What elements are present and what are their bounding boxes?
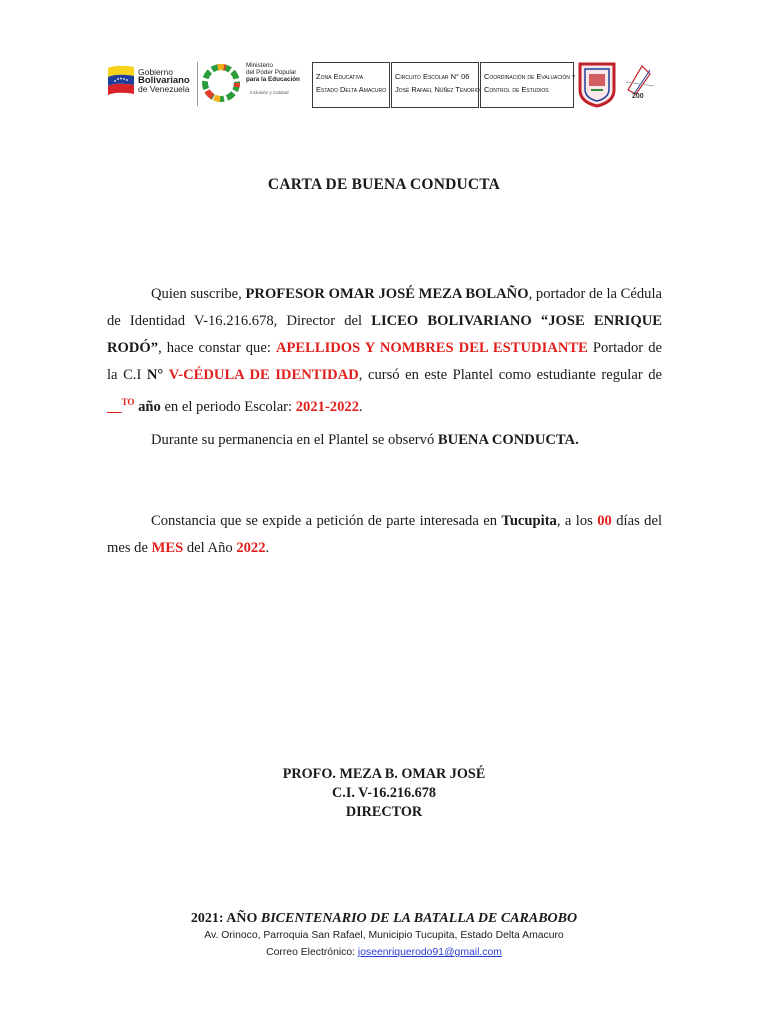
conduct-value: BUENA CONDUCTA. <box>437 432 579 448</box>
school-name: LICEO BOLIVARIANO “JOSE ENRIQUE RODÓ” <box>107 313 662 356</box>
gobierno-line3: de Venezuela <box>138 84 190 94</box>
p3-text-1: Constancia que se expide a petición de parte interesada en <box>151 513 502 529</box>
p3-text-4: del Año <box>183 540 237 556</box>
school-period: 2021-2022 <box>295 398 359 415</box>
box1-line1: Zona Educativa <box>316 72 364 81</box>
p1-text-3: , hace constar que: <box>158 340 276 356</box>
gobierno-logo-text <box>138 68 190 93</box>
coordinacion-box <box>480 62 574 108</box>
email-link[interactable]: joseenriquerodo91@gmail.com <box>357 947 502 958</box>
ministerio-line2: del Poder Popular <box>246 69 297 76</box>
paragraph-certification <box>107 281 662 421</box>
footer-year-motto: BICENTENARIO DE LA BATALLA DE CARABOBO <box>260 911 578 926</box>
venezuela-flag-logo <box>106 64 136 96</box>
email-label: Correo Electrónico: <box>266 947 358 958</box>
ministerio-line1: Ministerio <box>246 62 273 69</box>
header-divider <box>197 62 198 106</box>
director-name: PROFESOR OMAR JOSÉ MEZA BOLAÑO <box>245 286 529 302</box>
ministerio-line3: para la Educación <box>246 76 300 83</box>
footer-year-label: 2021: AÑO <box>190 911 261 926</box>
day-placeholder: 00 <box>597 513 612 529</box>
ministerio-logo-text <box>246 62 300 96</box>
footer-address: Av. Orinoco, Parroquia San Rafael, Municipio Tucupita, Estado Delta Amacuro <box>204 930 564 941</box>
paragraph-issuance <box>107 508 662 562</box>
numero-label: N° <box>146 367 164 383</box>
footer-email-line <box>0 947 768 958</box>
grade-superscript: TO <box>121 397 135 407</box>
p1-text-6: , cursó en este Plantel como estudiante regular de <box>358 367 662 383</box>
zona-educativa-box <box>312 62 390 108</box>
box2-line2: José Rafael Núñez Tenorio <box>395 85 480 94</box>
gobierno-line2: Bolivariano <box>138 75 190 86</box>
circuito-escolar-box <box>391 62 479 108</box>
signature-name: PROFO. MEZA B. OMAR JOSÉ <box>282 766 486 782</box>
p1-text-2: , portador de la Cédula de Identidad V-16.216.678, Director del <box>107 286 663 329</box>
ministerio-tag: Inclusión y Calidad <box>250 90 289 95</box>
p3-text-5: . <box>265 540 270 556</box>
student-id-placeholder: V-CÉDULA DE IDENTIDAD <box>168 367 359 383</box>
box1-line2: Estado Delta Amacuro <box>316 85 387 94</box>
grade-placeholder: __ <box>107 398 122 415</box>
footer-motto <box>0 911 768 927</box>
year-word: año <box>134 398 161 415</box>
city-name: Tucupita <box>501 513 557 529</box>
school-crest-logo <box>576 60 618 108</box>
box2-line1: Circuito Escolar N° 06 <box>395 72 470 81</box>
gobierno-line1: Gobierno <box>138 67 173 77</box>
box3-line2: Control de Estudios <box>484 85 549 94</box>
p3-text-2: , a los <box>556 513 598 529</box>
paragraph-conduct <box>107 427 662 454</box>
document-title: CARTA DE BUENA CONDUCTA <box>267 176 501 193</box>
bicentenario-year-text: 200 <box>632 93 644 100</box>
student-name-placeholder: APELLIDOS Y NOMBRES DEL ESTUDIANTE <box>275 340 588 356</box>
issue-year: 2022 <box>236 540 266 556</box>
ministerio-logo <box>200 62 242 104</box>
signature-role: DIRECTOR <box>345 804 423 820</box>
month-placeholder: MES <box>151 540 184 556</box>
signature-ci: C.I. V-16.216.678 <box>332 785 436 801</box>
p1-text-7: en el periodo Escolar: <box>160 398 296 415</box>
p1-text-1: Quien suscribe, <box>151 286 246 302</box>
p2-text-1: Durante su permanencia en el Plantel se observó <box>151 432 438 448</box>
p1-text-4: Portador de la C.I <box>107 340 662 383</box>
box3-line1: Coordinación de Evaluación y <box>484 72 576 81</box>
p3-text-3: días del mes de <box>107 513 662 556</box>
p1-text-8: . <box>359 398 363 415</box>
